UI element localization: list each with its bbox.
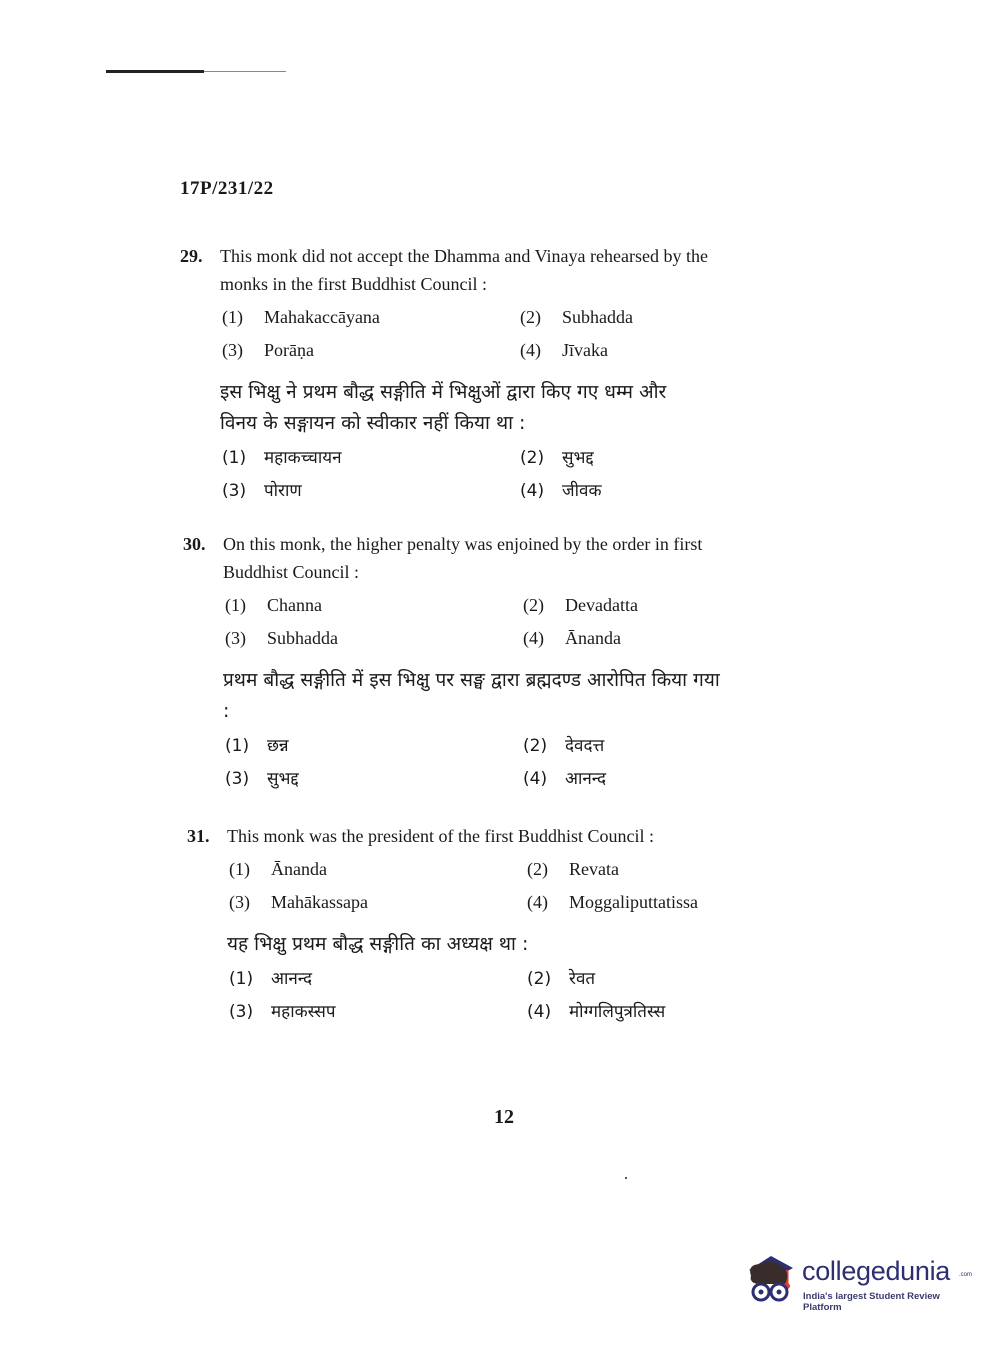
option: (2) रेवत (527, 969, 596, 989)
question-30 (183, 530, 823, 792)
option: (2) Subhadda (520, 307, 633, 327)
option: (4) जीवक (520, 481, 602, 501)
option: (4) Moggaliputtatissa (527, 892, 698, 912)
question-number: 31. (187, 826, 210, 846)
option: (3) महाकस्सप (229, 1002, 336, 1022)
logo-tagline: India's largest Student Review Platform (803, 1291, 940, 1313)
option: (1) Channa (225, 595, 322, 615)
page-number: 12 (494, 1106, 514, 1128)
question-text-hi: इस भिक्षु ने प्रथम बौद्ध सङ्गीति में भिक्षुओं द्वारा किए गए धम्म और विनय के सङ्गायन को स्वीकार नहीं किया था : (220, 381, 667, 434)
question-text-en: 30. On this monk, the higher penalty was enjoined by the order in first Buddhist Council : (183, 530, 823, 586)
option: (4) मोग्गलिपुत्रतिस्स (527, 1002, 666, 1022)
collegedunia-logo[interactable] (741, 1250, 971, 1314)
option: (3) Porāṇa (222, 340, 314, 360)
question-text-hi: यह भिक्षु प्रथम बौद्ध सङ्गीति का अध्यक्ष था : (227, 933, 529, 955)
option: (3) Subhadda (225, 628, 338, 648)
options-en (187, 856, 827, 915)
option: (1) छन्न (225, 736, 289, 756)
option: (4) Ānanda (523, 628, 621, 648)
question-text-en: 29. This monk did not accept the Dhamma and Vinaya rehearsed by the monks in the first Buddhist Council : (180, 242, 820, 298)
options-en (180, 304, 820, 363)
mascot-icon (741, 1250, 801, 1314)
option: (1) महाकच्चायन (222, 448, 342, 468)
options-hi (183, 733, 823, 792)
option: (2) Devadatta (523, 595, 638, 615)
option: (4) आनन्द (523, 769, 607, 789)
option: (3) Mahākassapa (229, 892, 368, 912)
question-text-hi: प्रथम बौद्ध सङ्गीति में इस भिक्षु पर सङ्घ द्वारा ब्रह्मदण्ड आरोपित किया गया : (223, 669, 720, 722)
top-rule (106, 70, 286, 73)
option: (2) देवदत्त (523, 736, 605, 756)
options-hi (180, 445, 820, 504)
question-text-en: 31. This monk was the president of the first Buddhist Council : (187, 822, 827, 850)
options-hi (187, 966, 827, 1025)
question-29 (180, 242, 820, 504)
question-number: 29. (180, 246, 203, 266)
paper-code: 17P/231/22 (180, 178, 274, 199)
option: (1) आनन्द (229, 969, 313, 989)
option: (3) सुभद्द (225, 769, 299, 789)
option: (3) पोराण (222, 481, 302, 501)
option: (2) Revata (527, 859, 619, 879)
options-en (183, 592, 823, 651)
logo-wordmark: collegedunia (802, 1256, 951, 1286)
option: (4) Jīvaka (520, 340, 608, 360)
logo-domain: .com (959, 1272, 973, 1278)
option: (1) Mahakaccāyana (222, 307, 380, 327)
question-number: 30. (183, 534, 206, 554)
question-31 (187, 822, 827, 1025)
option: (1) Ānanda (229, 859, 327, 879)
scan-speck (625, 1177, 627, 1179)
option: (2) सुभद्द (520, 448, 594, 468)
